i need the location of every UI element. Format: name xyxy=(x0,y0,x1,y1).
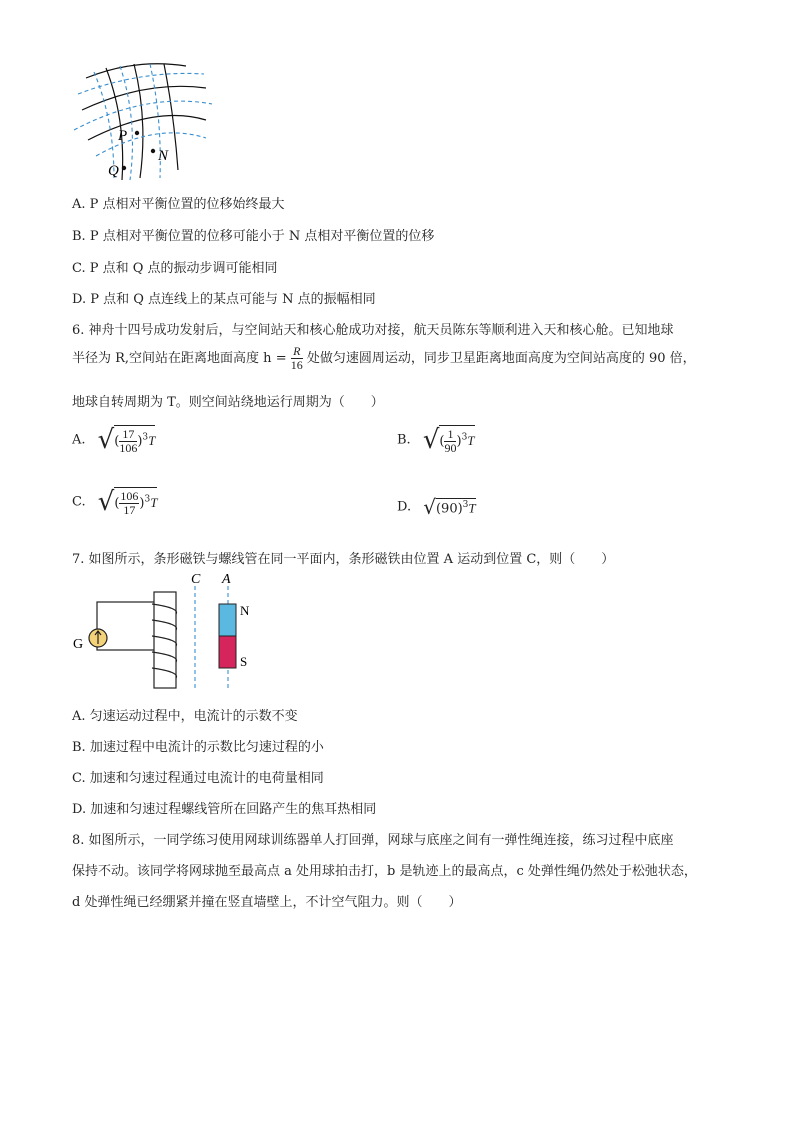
q5-option-a: A. P 点相对平衡位置的位移始终最大 xyxy=(72,197,285,212)
q7-option-c: C. 加速和匀速过程通过电流计的电荷量相同 xyxy=(72,771,324,786)
q7-option-a: A. 匀速运动过程中，电流计的示数不变 xyxy=(72,709,298,724)
q8-stem-line3: d 处弹性绳已经绷紧并撞在竖直墙壁上，不计空气阻力。则（ ） xyxy=(72,895,462,910)
point-n xyxy=(151,149,155,153)
label-g: G xyxy=(73,637,84,652)
magnet-north xyxy=(219,604,236,636)
label-s-pole: S xyxy=(240,654,248,669)
q8-stem-line1: 8. 如图所示，一同学练习使用网球训练器单人打回弹，网球与底座之间有一弹性绳连接，练习过程中底座 xyxy=(72,833,674,848)
point-p xyxy=(135,131,139,135)
label-n-pole: N xyxy=(240,603,250,618)
q7-option-d: D. 加速和匀速过程螺线管所在回路产生的焦耳热相同 xyxy=(72,802,377,817)
q7-option-b: B. 加速过程中电流计的示数比匀速过程的小 xyxy=(72,740,324,755)
magnet-solenoid-figure xyxy=(68,570,268,692)
q5-option-d: D. P 点和 Q 点连线上的某点可能与 N 点的振幅相同 xyxy=(72,292,376,307)
q5-option-c: C. P 点和 Q 点的振动步调可能相同 xyxy=(72,261,278,276)
q6-stem-line1: 6. 神舟十四号成功发射后，与空间站天和核心舱成功对接，航天员陈东等顺利进入天和核心舱。已知地球 xyxy=(72,323,674,338)
wave-interference-figure xyxy=(66,60,216,185)
q6-option-d: D. $√(90)^3T$ xyxy=(397,495,476,519)
q6-fraction: $\frac{R}{16}$ xyxy=(290,344,303,372)
label-p: P xyxy=(118,128,128,144)
q7-stem: 7. 如图所示，条形磁铁与螺线管在同一平面内，条形磁铁由位置 A 运动到位置 C，则（ ） xyxy=(72,552,615,567)
q6-option-c: C. √( $\frac{106}{17}$ )$^3$T xyxy=(72,487,158,517)
q8-stem-line2: 保持不动。该同学将网球抛至最高点 a 处用球拍击打，b 是轨迹上的最高点，c 处弹性绳仍然处于松弛状态， xyxy=(72,864,697,879)
label-n: N xyxy=(158,148,169,164)
q6-stem-line2: 半径为 R,空间站在距离地面高度 h = $\frac{R}{16}$ 处做匀速圆周运动，同步卫星距离地面高度为空间站高度的 90 倍， xyxy=(72,344,696,372)
label-q: Q xyxy=(108,163,119,179)
label-a: A xyxy=(222,572,231,587)
q6-option-a: A. √( $\frac{17}{106}$ )$^3$T xyxy=(72,425,156,455)
magnet-south xyxy=(219,636,236,668)
point-q xyxy=(122,166,126,170)
label-c: C xyxy=(191,572,201,587)
q6-option-b: B. √( $\frac{1}{90}$ )$^3$T xyxy=(397,425,475,455)
q6-stem-line3: 地球自转周期为 T。则空间站绕地运行周期为（ ） xyxy=(72,395,384,410)
q5-option-b: B. P 点相对平衡位置的位移可能小于 N 点相对平衡位置的位移 xyxy=(72,229,435,244)
